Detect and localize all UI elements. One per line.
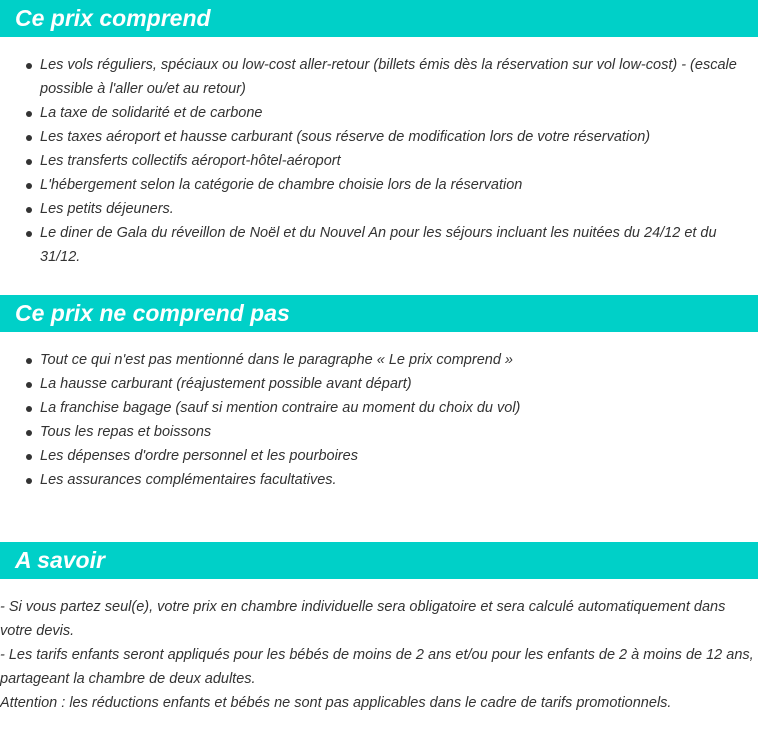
- list-item: La franchise bagage (sauf si mention contraire au moment du choix du vol): [0, 396, 758, 420]
- list-item: Les dépenses d'ordre personnel et les pourboires: [0, 444, 758, 468]
- list-item: La taxe de solidarité et de carbone: [0, 101, 758, 125]
- excludes-list: [0, 348, 758, 492]
- list-item: Le diner de Gala du réveillon de Noël et du Nouvel An pour les séjours incluant les nuitées du 24/12 et du 31/12.: [0, 221, 758, 269]
- section-title-includes: Ce prix comprend: [0, 0, 758, 37]
- section-price-excludes: [0, 295, 758, 492]
- info-paragraph: - Si vous partez seul(e), votre prix en chambre individuelle sera obligatoire et sera calculé automatiquement dans votre devis.: [0, 599, 726, 639]
- list-item: Les taxes aéroport et hausse carburant (sous réserve de modification lors de votre réservation): [0, 125, 758, 149]
- list-item: L'hébergement selon la catégorie de chambre choisie lors de la réservation: [0, 173, 758, 197]
- section-price-includes: [0, 0, 758, 269]
- info-paragraph: Attention : les réductions enfants et bébés ne sont pas applicables dans le cadre de tarifs promotionnels.: [0, 695, 672, 711]
- info-paragraph: - Les tarifs enfants seront appliqués pour les bébés de moins de 2 ans et/ou pour les enfants de 2 à moins de 12 ans, partageant la chambre de deux adultes.: [0, 647, 754, 687]
- list-item: Les assurances complémentaires facultatives.: [0, 468, 758, 492]
- list-item: Les vols réguliers, spéciaux ou low-cost aller-retour (billets émis dès la réservation sur vol low-cost) - (escale possible à l'aller ou/et au retour): [0, 53, 758, 101]
- section-title-info: A savoir: [0, 542, 758, 579]
- info-body: [0, 595, 758, 715]
- section-title-excludes: Ce prix ne comprend pas: [0, 295, 758, 332]
- list-item: Tout ce qui n'est pas mentionné dans le paragraphe « Le prix comprend »: [0, 348, 758, 372]
- includes-list: [0, 53, 758, 269]
- list-item: Les petits déjeuners.: [0, 197, 758, 221]
- list-item: Les transferts collectifs aéroport-hôtel-aéroport: [0, 149, 758, 173]
- list-item: Tous les repas et boissons: [0, 420, 758, 444]
- section-good-to-know: [0, 542, 758, 715]
- list-item: La hausse carburant (réajustement possible avant départ): [0, 372, 758, 396]
